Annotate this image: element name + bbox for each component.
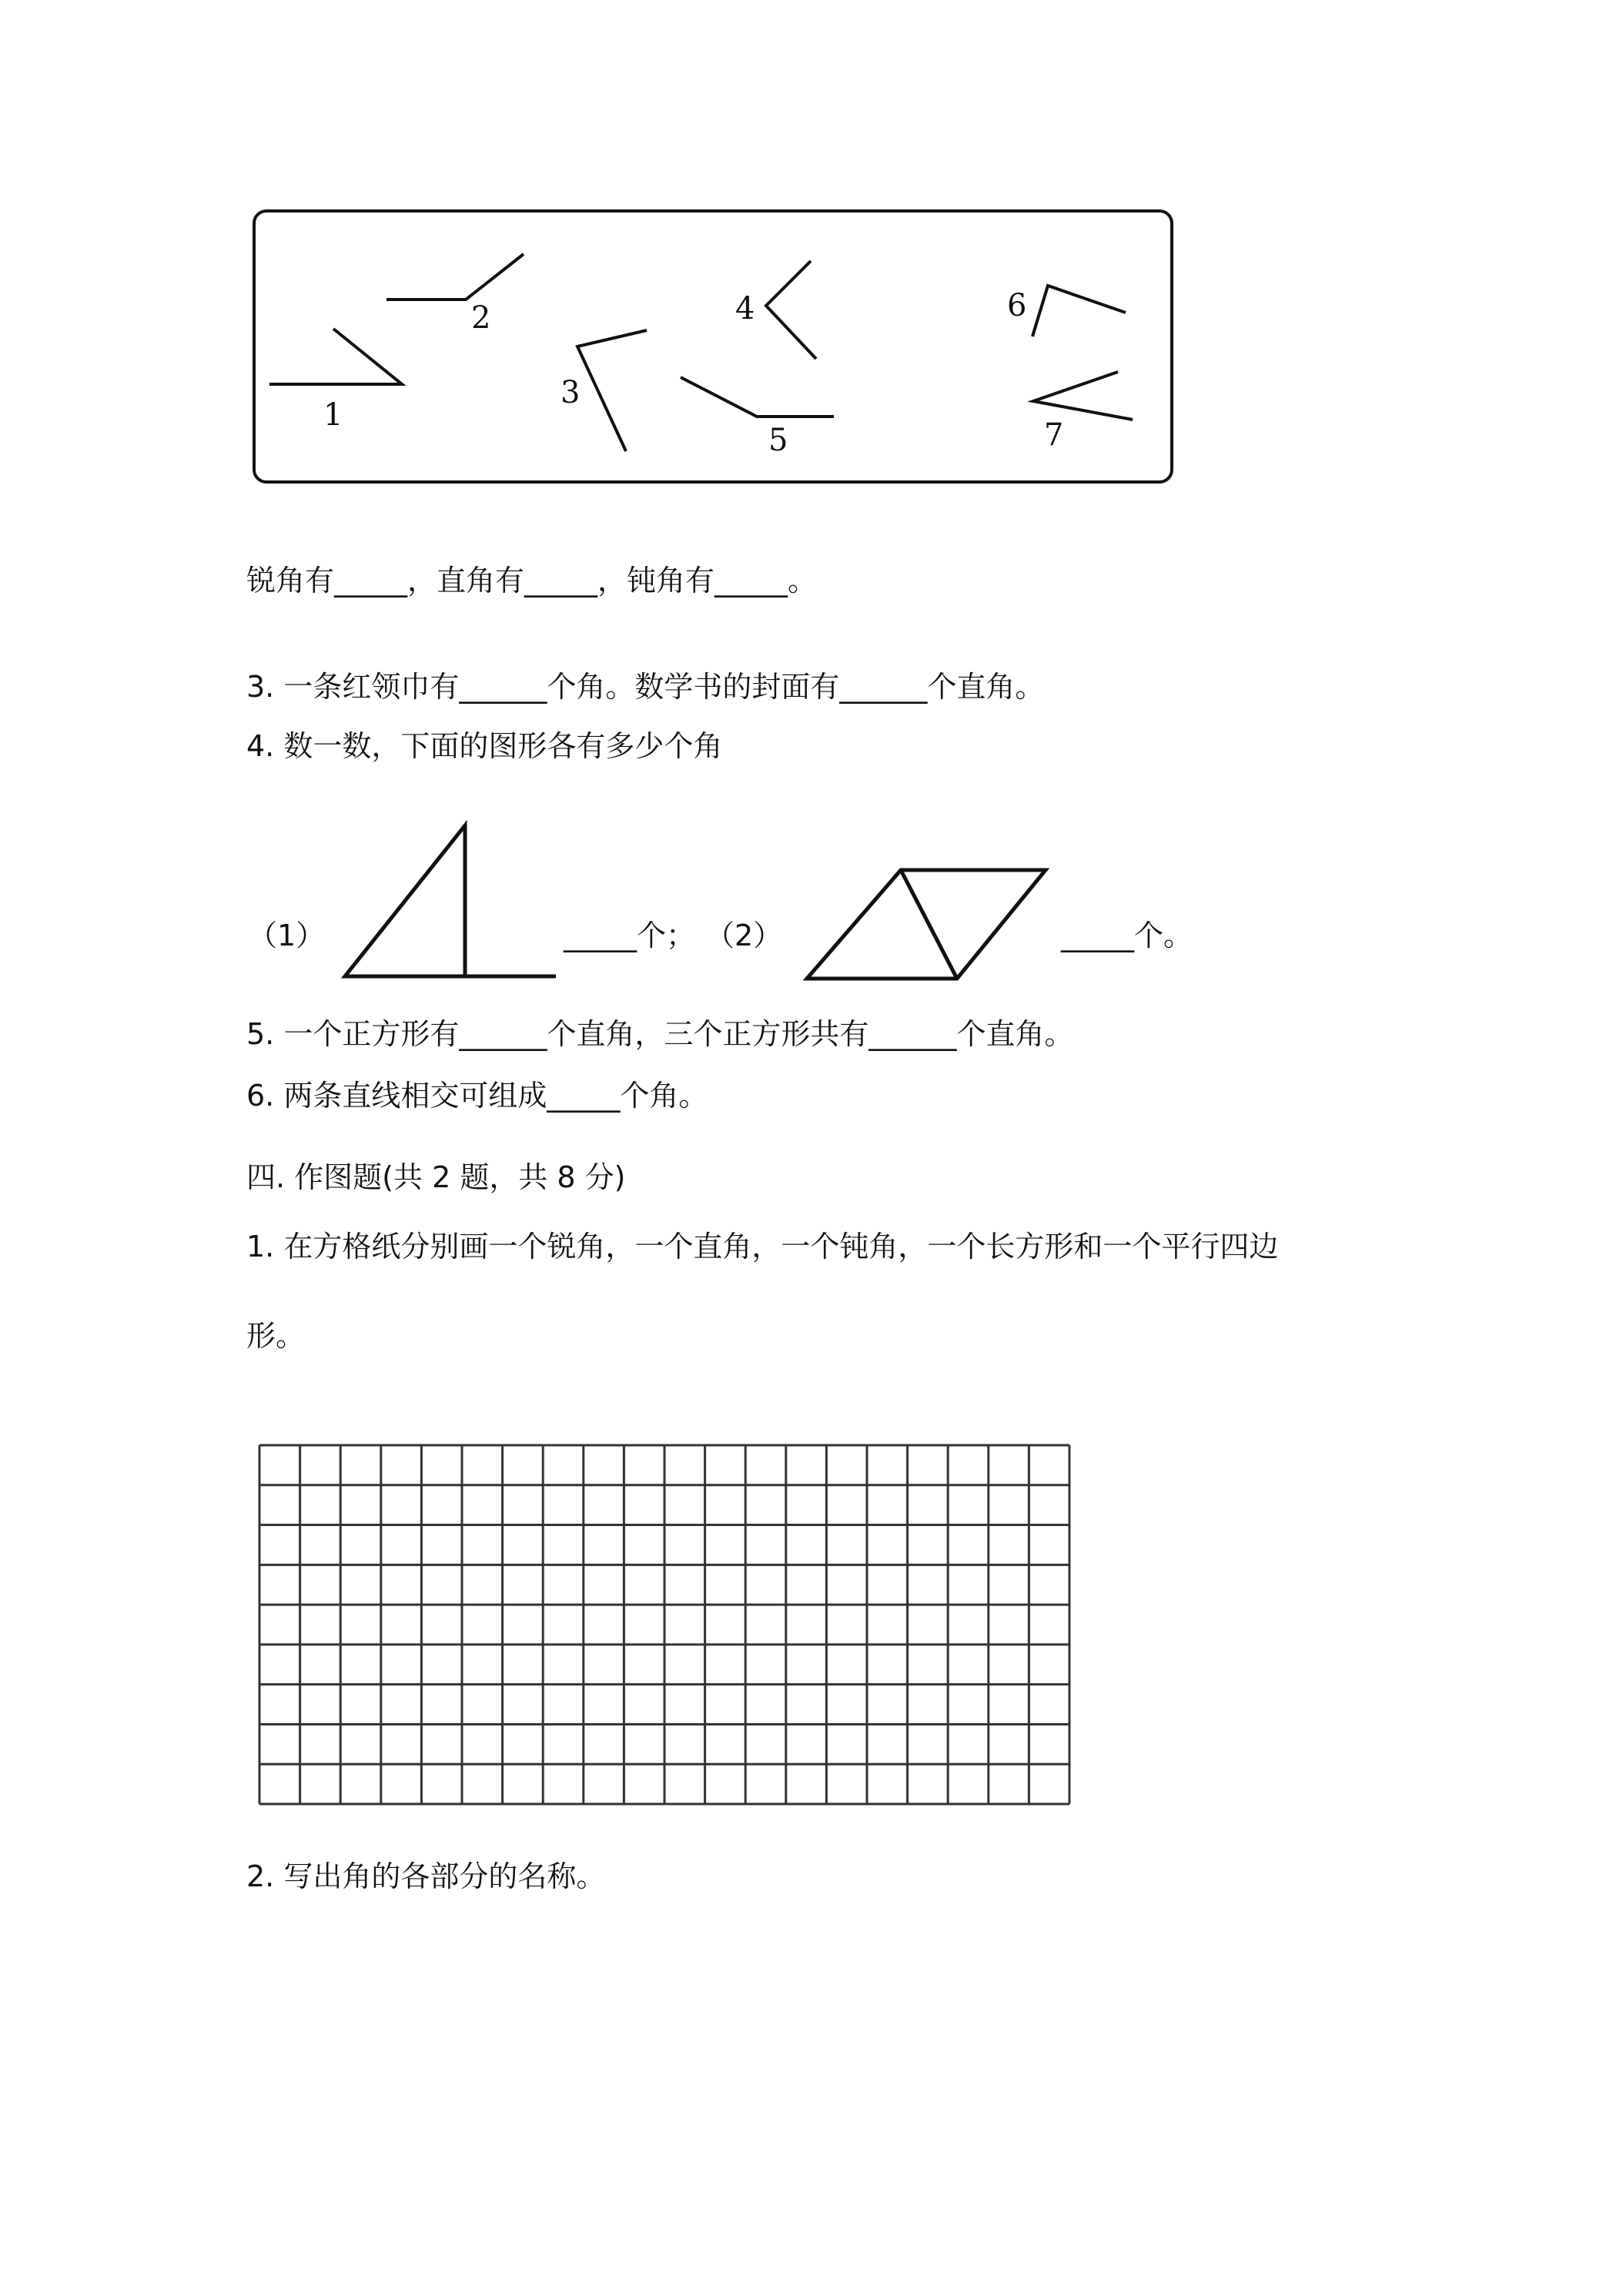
question-3: 3. 一条红领巾有______个角。数学书的封面有______个直角。 bbox=[246, 670, 1045, 704]
angle-label-6: 6 bbox=[1007, 288, 1027, 323]
angle-label-5: 5 bbox=[768, 423, 788, 458]
angle-label-4: 4 bbox=[735, 291, 755, 326]
section-4-q1-line2: 形。 bbox=[246, 1319, 306, 1353]
angle-label-2: 2 bbox=[471, 300, 491, 336]
angle-label-3: 3 bbox=[561, 375, 581, 410]
q4-label-2: （2） bbox=[705, 919, 783, 952]
question-4-title: 4. 数一数，下面的图形各有多少个角 bbox=[246, 729, 723, 763]
section-4-q1-line1: 1. 在方格纸分别画一个锐角，一个直角，一个钝角，一个长方形和一个平行四边 bbox=[246, 1230, 1279, 1263]
q2-answer-line: 锐角有_____，直角有_____，钝角有_____。 bbox=[246, 564, 818, 597]
section-4-q2: 2. 写出角的各部分的名称。 bbox=[246, 1859, 606, 1893]
question-5: 5. 一个正方形有______个直角，三个正方形共有______个直角。 bbox=[246, 1017, 1074, 1051]
angle-label-1: 1 bbox=[323, 397, 343, 433]
q4-blank-1: _____个； bbox=[564, 919, 696, 952]
question-6: 6. 两条直线相交可组成_____个角。 bbox=[246, 1079, 708, 1113]
section-4-heading: 四. 作图题(共 2 题，共 8 分) bbox=[246, 1160, 626, 1194]
q4-blank-2: _____个。 bbox=[1061, 919, 1193, 952]
angle-label-7: 7 bbox=[1044, 417, 1064, 453]
q4-label-1: （1） bbox=[248, 919, 326, 952]
